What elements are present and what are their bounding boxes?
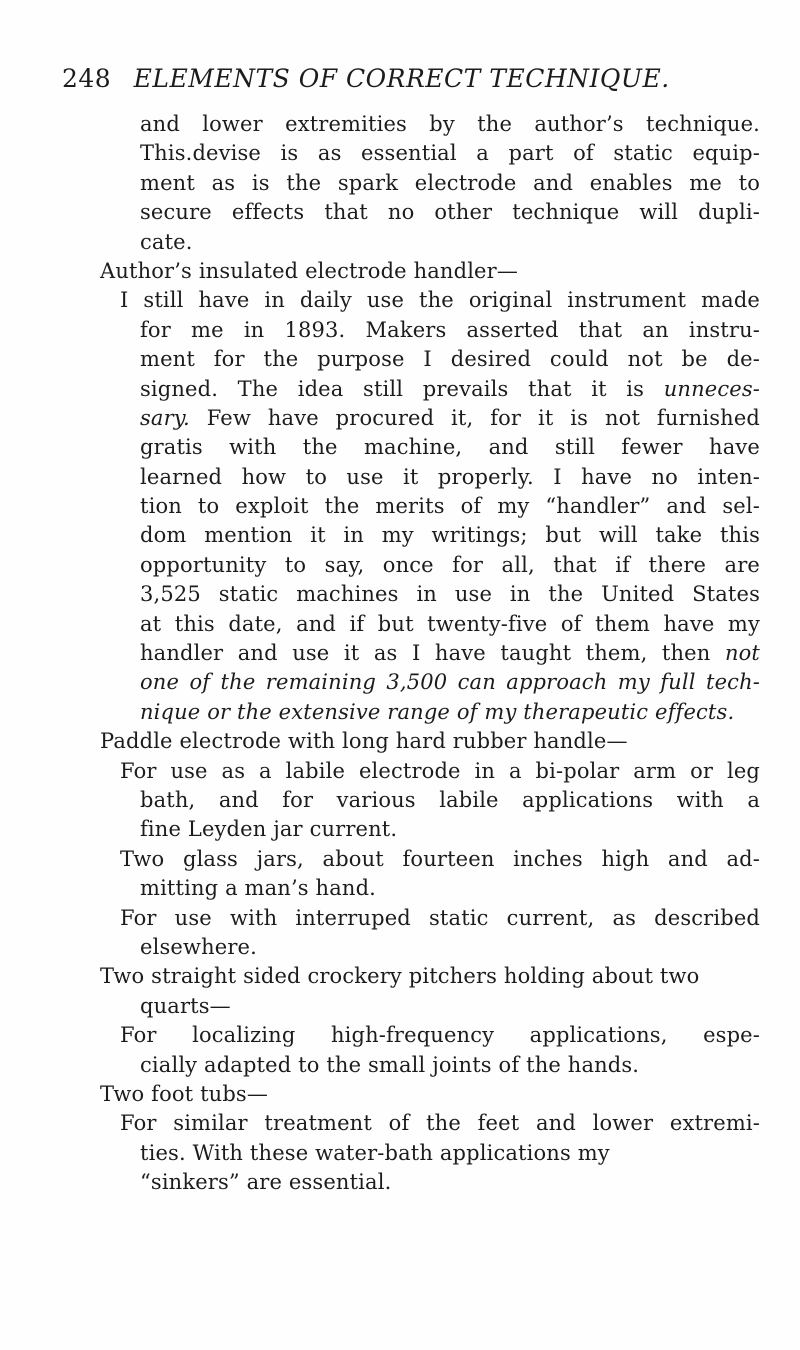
running-head-title: ELEMENTS OF CORRECT TECHNIQUE. xyxy=(133,64,670,93)
italic-text: one of the remaining 3,500 can approach my full tech- xyxy=(140,670,760,695)
text-run: ment as is the spark electrode and enables me to xyxy=(140,170,760,195)
text-line xyxy=(140,404,760,433)
text-run: dom mention it in my writings; but will take this xyxy=(140,523,760,548)
text-run: cially adapted to the small joints of the hands. xyxy=(140,1052,640,1077)
italic-text: not xyxy=(724,641,760,666)
italic-text: unneces- xyxy=(663,376,760,401)
text-line xyxy=(140,992,760,1021)
text-run: secure effects that no other technique will dupli- xyxy=(140,200,760,225)
text-line xyxy=(140,345,760,374)
text-line xyxy=(140,198,760,227)
text-line xyxy=(140,463,760,492)
text-line xyxy=(140,110,760,139)
text-line xyxy=(120,1021,760,1050)
text-line xyxy=(140,610,760,639)
text-run: Few have procured it, for it is not furnished xyxy=(189,405,760,430)
text-run: fine Leyden jar current. xyxy=(140,817,398,842)
text-line xyxy=(140,1168,760,1197)
text-run: For similar treatment of the feet and lower extremi- xyxy=(120,1111,760,1136)
italic-text: sary. xyxy=(140,405,190,430)
text-line xyxy=(120,757,760,786)
text-run: gratis with the machine, and still fewer have xyxy=(140,435,760,460)
text-line xyxy=(140,1139,760,1168)
text-line xyxy=(140,668,760,697)
text-run: “sinkers” are essential. xyxy=(140,1170,392,1195)
text-line xyxy=(140,698,760,727)
text-run: For use as a labile electrode in a bi-polar arm or leg xyxy=(120,758,760,783)
text-run: ment for the purpose I desired could not be de- xyxy=(140,347,760,372)
text-run: elsewhere. xyxy=(140,934,257,959)
text-run: I still have in daily use the original instrument made xyxy=(120,288,760,313)
text-line xyxy=(100,257,760,286)
text-line xyxy=(140,492,760,521)
text-line xyxy=(100,1080,760,1109)
running-head xyxy=(62,64,762,93)
text-run: mitting a man’s hand. xyxy=(140,876,376,901)
text-run: Two glass jars, about fourteen inches high and ad- xyxy=(120,846,760,871)
text-line xyxy=(140,639,760,668)
text-run: learned how to use it properly. I have no inten- xyxy=(140,464,760,489)
text-run: for me in 1893. Makers asserted that an instru- xyxy=(140,317,760,342)
text-line xyxy=(140,580,760,609)
text-line xyxy=(140,228,760,257)
text-line xyxy=(120,1109,760,1138)
text-line xyxy=(140,375,760,404)
text-line xyxy=(140,169,760,198)
text-line xyxy=(120,904,760,933)
text-run: handler and use it as I have taught them, then xyxy=(140,641,725,666)
text-line xyxy=(140,551,760,580)
text-run: Two straight sided crockery pitchers holding about two xyxy=(100,964,700,989)
text-run: This.devise is as essential a part of static equip- xyxy=(140,141,760,166)
text-run: Paddle electrode with long hard rubber handle— xyxy=(100,729,628,754)
text-run: quarts— xyxy=(140,993,231,1018)
body-text xyxy=(100,110,760,1197)
text-run: ties. With these water-bath applications my xyxy=(140,1140,610,1165)
text-line xyxy=(140,1051,760,1080)
text-line xyxy=(140,815,760,844)
text-line xyxy=(140,874,760,903)
text-line xyxy=(140,139,760,168)
text-line xyxy=(140,433,760,462)
text-run: tion to exploit the merits of my “handler” and sel- xyxy=(140,494,760,519)
text-line xyxy=(100,727,760,756)
text-line xyxy=(140,316,760,345)
text-line xyxy=(140,521,760,550)
text-line xyxy=(140,933,760,962)
text-run: Two foot tubs— xyxy=(100,1081,269,1106)
text-run: 3,525 static machines in use in the United States xyxy=(140,582,760,607)
italic-text: nique or the extensive range of my therapeutic effects. xyxy=(140,699,735,724)
text-run: cate. xyxy=(140,229,193,254)
text-run: signed. The idea still prevails that it is xyxy=(140,376,664,401)
text-run: Author’s insulated electrode handler— xyxy=(100,258,518,283)
text-line xyxy=(140,786,760,815)
text-line xyxy=(120,845,760,874)
text-run: and lower extremities by the author’s technique. xyxy=(140,112,760,136)
text-run: at this date, and if but twenty-five of them have my xyxy=(140,611,760,636)
text-run: opportunity to say, once for all, that if there are xyxy=(140,552,760,577)
text-line xyxy=(100,962,760,991)
text-run: bath, and for various labile applications with a xyxy=(140,787,760,812)
text-run: For localizing high-frequency applications, espe- xyxy=(120,1023,760,1048)
text-line xyxy=(120,286,760,315)
page-number: 248 xyxy=(62,64,112,93)
text-run: For use with interruped static current, as described xyxy=(120,905,760,930)
